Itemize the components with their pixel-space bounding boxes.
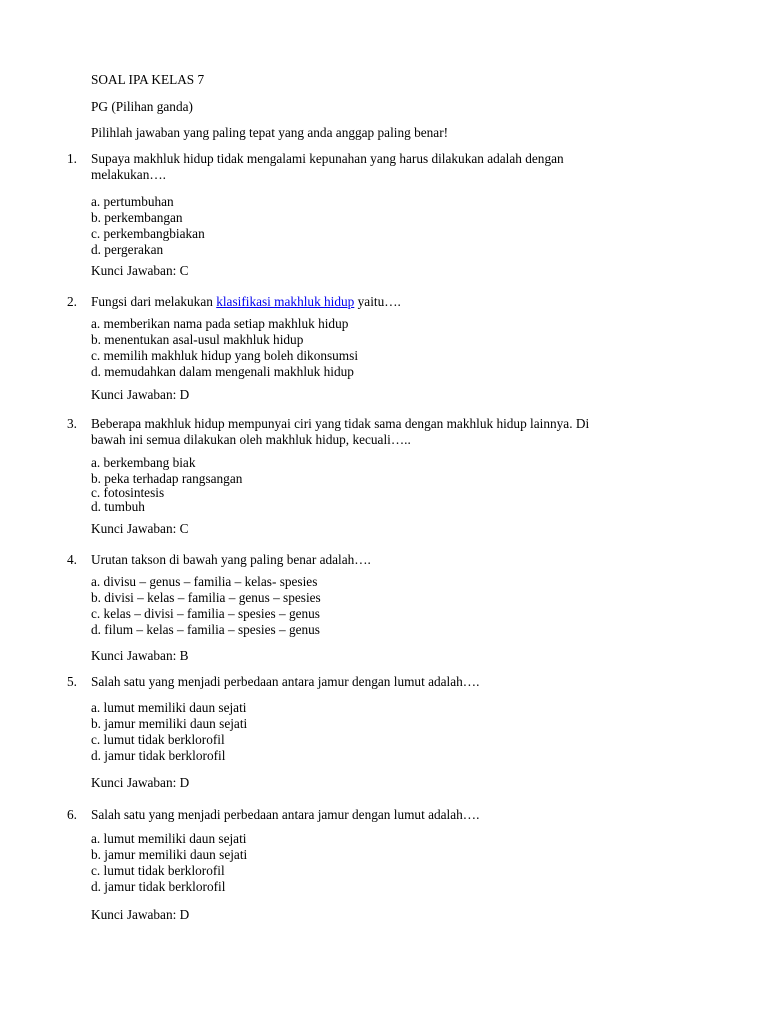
question-text: Salah satu yang menjadi perbedaan antara jamur dengan lumut adalah…. bbox=[91, 807, 480, 822]
question-number: 1. bbox=[67, 151, 77, 166]
option-b: b. jamur memiliki daun sejati bbox=[91, 716, 248, 731]
answer-key: Kunci Jawaban: D bbox=[91, 387, 190, 402]
question-number: 2. bbox=[67, 294, 77, 309]
option-c: c. lumut tidak berklorofil bbox=[91, 732, 225, 747]
option-a: a. lumut memiliki daun sejati bbox=[91, 700, 247, 715]
option-c: c. kelas – divisi – familia – spesies – genus bbox=[91, 606, 320, 621]
classification-link[interactable]: klasifikasi makhluk hidup bbox=[216, 294, 355, 309]
question-text: Urutan takson di bawah yang paling benar adalah…. bbox=[91, 552, 371, 567]
option-d: d. tumbuh bbox=[91, 499, 145, 514]
option-b: b. peka terhadap rangsangan bbox=[91, 471, 243, 486]
option-d: d. memudahkan dalam mengenali makhluk hidup bbox=[91, 364, 354, 379]
question-number: 5. bbox=[67, 674, 77, 689]
option-c: c. memilih makhluk hidup yang boleh dikonsumsi bbox=[91, 348, 359, 363]
answer-key: Kunci Jawaban: C bbox=[91, 263, 189, 278]
option-d: d. jamur tidak berklorofil bbox=[91, 879, 226, 894]
option-a: a. pertumbuhan bbox=[91, 194, 174, 209]
answer-key: Kunci Jawaban: D bbox=[91, 907, 190, 922]
option-c: c. perkembangbiakan bbox=[91, 226, 205, 241]
option-b: b. perkembangan bbox=[91, 210, 183, 225]
question-text: Salah satu yang menjadi perbedaan antara jamur dengan lumut adalah…. bbox=[91, 674, 480, 689]
document-title: SOAL IPA KELAS 7 bbox=[91, 72, 205, 87]
question-number: 4. bbox=[67, 552, 77, 567]
option-d: d. pergerakan bbox=[91, 242, 164, 257]
option-b: b. menentukan asal-usul makhluk hidup bbox=[91, 332, 304, 347]
question-text: melakukan…. bbox=[91, 167, 166, 182]
question-number: 6. bbox=[67, 807, 77, 822]
option-a: a. divisu – genus – familia – kelas- spesies bbox=[91, 574, 318, 589]
section-label: PG (Pilihan ganda) bbox=[91, 99, 193, 114]
option-b: b. jamur memiliki daun sejati bbox=[91, 847, 248, 862]
option-b: b. divisi – kelas – familia – genus – spesies bbox=[91, 590, 321, 605]
option-a: a. memberikan nama pada setiap makhluk hidup bbox=[91, 316, 349, 331]
question-text-suffix: yaitu…. bbox=[354, 294, 401, 309]
question-text-prefix: Fungsi dari melakukan bbox=[91, 294, 217, 309]
answer-key: Kunci Jawaban: D bbox=[91, 775, 190, 790]
question-text: bawah ini semua dilakukan oleh makhluk hidup, kecuali….. bbox=[91, 432, 411, 447]
option-c: c. fotosintesis bbox=[91, 485, 165, 500]
question-text: Beberapa makhluk hidup mempunyai ciri yang tidak sama dengan makhluk hidup lainnya. Di bbox=[91, 416, 590, 431]
instruction-text: Pilihlah jawaban yang paling tepat yang anda anggap paling benar! bbox=[91, 125, 449, 140]
option-d: d. filum – kelas – familia – spesies – genus bbox=[91, 622, 320, 637]
question-text bbox=[91, 294, 401, 310]
option-a: a. berkembang biak bbox=[91, 455, 196, 470]
question-number: 3. bbox=[67, 416, 77, 431]
option-a: a. lumut memiliki daun sejati bbox=[91, 831, 247, 846]
answer-key: Kunci Jawaban: C bbox=[91, 521, 189, 536]
option-d: d. jamur tidak berklorofil bbox=[91, 748, 226, 763]
option-c: c. lumut tidak berklorofil bbox=[91, 863, 225, 878]
answer-key: Kunci Jawaban: B bbox=[91, 648, 189, 663]
question-text: Supaya makhluk hidup tidak mengalami kepunahan yang harus dilakukan adalah dengan bbox=[91, 151, 564, 166]
